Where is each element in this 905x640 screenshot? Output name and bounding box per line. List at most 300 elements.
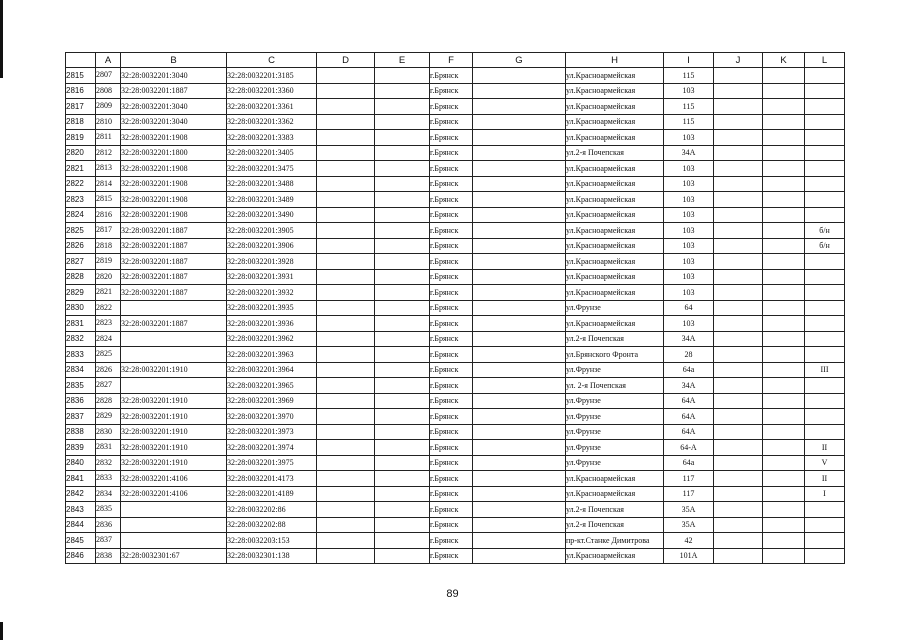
cell-d — [317, 409, 375, 425]
cell-l — [805, 393, 845, 409]
table-row — [66, 393, 845, 409]
cell-h-street: ул.Фрунзе — [566, 409, 664, 425]
cell-h-street: ул.Красноармейская — [566, 83, 664, 99]
cell-h-street: ул.Красноармейская — [566, 114, 664, 130]
cell-a: 2816 — [96, 207, 121, 223]
column-header-k: K — [763, 53, 805, 68]
cell-a: 2826 — [96, 362, 121, 378]
cell-a: 2812 — [96, 145, 121, 161]
cell-l: III — [805, 362, 845, 378]
table-row — [66, 548, 845, 564]
cell-d — [317, 316, 375, 332]
row-number: 2826 — [66, 238, 96, 254]
cell-f-city: г.Брянск — [430, 455, 473, 471]
cell-g — [473, 393, 566, 409]
cell-k — [763, 517, 805, 533]
row-number: 2815 — [66, 68, 96, 84]
cell-d — [317, 378, 375, 394]
cell-b-parcel-number: 32:28:0032201:1887 — [121, 223, 227, 239]
table-row — [66, 285, 845, 301]
cell-a: 2814 — [96, 176, 121, 192]
cell-b-parcel-number: 32:28:0032201:1910 — [121, 440, 227, 456]
table-row — [66, 223, 845, 239]
cell-i-house: 64А — [664, 424, 714, 440]
cell-f-city: г.Брянск — [430, 68, 473, 84]
cell-e — [375, 316, 430, 332]
cell-l — [805, 192, 845, 208]
cell-e — [375, 68, 430, 84]
cell-h-street: ул.Красноармейская — [566, 223, 664, 239]
cell-i-house: 115 — [664, 68, 714, 84]
cell-i-house: 103 — [664, 207, 714, 223]
cell-l: б/н — [805, 223, 845, 239]
cell-k — [763, 285, 805, 301]
cell-k — [763, 192, 805, 208]
cell-c-cadastral-number: 32:28:0032301:138 — [227, 548, 317, 564]
cell-f-city: г.Брянск — [430, 269, 473, 285]
cell-j — [714, 471, 763, 487]
cell-e — [375, 99, 430, 115]
cell-j — [714, 145, 763, 161]
cell-b-parcel-number — [121, 502, 227, 518]
cell-f-city: г.Брянск — [430, 440, 473, 456]
cell-f-city: г.Брянск — [430, 331, 473, 347]
cell-k — [763, 316, 805, 332]
cell-h-street: ул.Фрунзе — [566, 362, 664, 378]
cell-f-city: г.Брянск — [430, 285, 473, 301]
cell-a: 2820 — [96, 269, 121, 285]
cell-g — [473, 145, 566, 161]
cell-j — [714, 331, 763, 347]
cell-b-parcel-number: 32:28:0032201:1910 — [121, 393, 227, 409]
cell-g — [473, 347, 566, 363]
cell-b-parcel-number: 32:28:0032201:1908 — [121, 176, 227, 192]
cell-f-city: г.Брянск — [430, 130, 473, 146]
column-header-row — [66, 53, 845, 68]
column-header-a: A — [96, 53, 121, 68]
cell-a: 2825 — [96, 347, 121, 363]
cell-c-cadastral-number: 32:28:0032201:4189 — [227, 486, 317, 502]
cell-e — [375, 331, 430, 347]
cell-a: 2811 — [96, 130, 121, 146]
cell-i-house: 117 — [664, 486, 714, 502]
cell-a: 2822 — [96, 300, 121, 316]
cell-i-house: 115 — [664, 114, 714, 130]
spreadsheet-table — [65, 52, 845, 564]
cell-g — [473, 176, 566, 192]
cell-a: 2827 — [96, 378, 121, 394]
cell-e — [375, 114, 430, 130]
cell-b-parcel-number: 32:28:0032201:1887 — [121, 254, 227, 270]
cell-h-street: ул.Красноармейская — [566, 285, 664, 301]
cell-b-parcel-number — [121, 347, 227, 363]
cell-a: 2828 — [96, 393, 121, 409]
cell-j — [714, 409, 763, 425]
cell-d — [317, 99, 375, 115]
cell-a: 2813 — [96, 161, 121, 177]
cell-c-cadastral-number: 32:28:0032201:3970 — [227, 409, 317, 425]
cell-f-city: г.Брянск — [430, 471, 473, 487]
cell-k — [763, 331, 805, 347]
table-row — [66, 440, 845, 456]
cell-l: б/н — [805, 238, 845, 254]
cell-i-house: 42 — [664, 533, 714, 549]
cell-h-street: ул.Красноармейская — [566, 238, 664, 254]
cell-a: 2810 — [96, 114, 121, 130]
cell-d — [317, 533, 375, 549]
cell-l: II — [805, 440, 845, 456]
cell-k — [763, 269, 805, 285]
cell-e — [375, 347, 430, 363]
row-number: 2829 — [66, 285, 96, 301]
cell-f-city: г.Брянск — [430, 517, 473, 533]
cell-d — [317, 176, 375, 192]
row-number: 2825 — [66, 223, 96, 239]
cell-k — [763, 471, 805, 487]
cell-j — [714, 238, 763, 254]
cell-a: 2818 — [96, 238, 121, 254]
table-body — [66, 68, 845, 564]
cell-e — [375, 145, 430, 161]
cell-k — [763, 409, 805, 425]
cell-d — [317, 207, 375, 223]
cell-i-house: 101А — [664, 548, 714, 564]
cell-g — [473, 99, 566, 115]
cell-i-house: 103 — [664, 316, 714, 332]
table-row — [66, 471, 845, 487]
cell-j — [714, 161, 763, 177]
cell-a: 2817 — [96, 223, 121, 239]
row-number: 2816 — [66, 83, 96, 99]
cell-i-house: 103 — [664, 161, 714, 177]
cell-g — [473, 207, 566, 223]
cell-g — [473, 300, 566, 316]
cell-b-parcel-number: 32:28:0032201:1800 — [121, 145, 227, 161]
cell-i-house: 64а — [664, 362, 714, 378]
cell-i-house: 28 — [664, 347, 714, 363]
cell-a: 2832 — [96, 455, 121, 471]
cell-j — [714, 300, 763, 316]
table-row — [66, 254, 845, 270]
cell-j — [714, 285, 763, 301]
cell-a: 2831 — [96, 440, 121, 456]
table-row — [66, 114, 845, 130]
cell-l — [805, 548, 845, 564]
cell-a: 2815 — [96, 192, 121, 208]
cell-g — [473, 502, 566, 518]
row-number: 2834 — [66, 362, 96, 378]
cell-l: II — [805, 471, 845, 487]
cell-l: V — [805, 455, 845, 471]
cell-f-city: г.Брянск — [430, 207, 473, 223]
cell-g — [473, 533, 566, 549]
cell-k — [763, 548, 805, 564]
cell-i-house: 34А — [664, 378, 714, 394]
cell-f-city: г.Брянск — [430, 502, 473, 518]
cell-e — [375, 502, 430, 518]
cell-c-cadastral-number: 32:28:0032201:3905 — [227, 223, 317, 239]
cell-h-street: ул.Красноармейская — [566, 471, 664, 487]
cell-k — [763, 68, 805, 84]
cell-j — [714, 502, 763, 518]
column-header-e: E — [375, 53, 430, 68]
cell-a: 2824 — [96, 331, 121, 347]
cell-k — [763, 378, 805, 394]
cell-c-cadastral-number: 32:28:0032201:3488 — [227, 176, 317, 192]
table-row — [66, 192, 845, 208]
row-number: 2828 — [66, 269, 96, 285]
cell-b-parcel-number — [121, 331, 227, 347]
column-header-j: J — [714, 53, 763, 68]
cell-g — [473, 378, 566, 394]
cell-l — [805, 347, 845, 363]
cell-d — [317, 393, 375, 409]
row-number: 2833 — [66, 347, 96, 363]
cell-c-cadastral-number: 32:28:0032201:4173 — [227, 471, 317, 487]
cell-c-cadastral-number: 32:28:0032201:3405 — [227, 145, 317, 161]
cell-j — [714, 455, 763, 471]
cell-g — [473, 285, 566, 301]
cell-c-cadastral-number: 32:28:0032201:3975 — [227, 455, 317, 471]
cell-e — [375, 161, 430, 177]
cell-c-cadastral-number: 32:28:0032201:3973 — [227, 424, 317, 440]
cell-j — [714, 269, 763, 285]
cell-f-city: г.Брянск — [430, 486, 473, 502]
row-number: 2839 — [66, 440, 96, 456]
cell-j — [714, 207, 763, 223]
cell-h-street: ул.Брянского Фронта — [566, 347, 664, 363]
cell-e — [375, 254, 430, 270]
cell-j — [714, 192, 763, 208]
cell-f-city: г.Брянск — [430, 99, 473, 115]
cell-i-house: 103 — [664, 83, 714, 99]
cell-h-street: ул.Фрунзе — [566, 424, 664, 440]
cell-d — [317, 502, 375, 518]
cell-d — [317, 285, 375, 301]
cell-d — [317, 440, 375, 456]
cell-f-city: г.Брянск — [430, 254, 473, 270]
cell-e — [375, 440, 430, 456]
page-number: 89 — [446, 588, 459, 600]
row-number: 2819 — [66, 130, 96, 146]
cell-e — [375, 223, 430, 239]
cell-l — [805, 409, 845, 425]
cell-j — [714, 393, 763, 409]
cell-a: 2834 — [96, 486, 121, 502]
row-number: 2820 — [66, 145, 96, 161]
table-row — [66, 517, 845, 533]
cell-h-street: ул.Красноармейская — [566, 548, 664, 564]
cell-f-city: г.Брянск — [430, 347, 473, 363]
cell-b-parcel-number — [121, 300, 227, 316]
column-header-g: G — [473, 53, 566, 68]
cell-d — [317, 114, 375, 130]
cell-e — [375, 471, 430, 487]
cell-e — [375, 192, 430, 208]
cell-b-parcel-number: 32:28:0032201:3040 — [121, 68, 227, 84]
cell-b-parcel-number: 32:28:0032201:4106 — [121, 471, 227, 487]
cell-i-house: 34А — [664, 331, 714, 347]
cell-g — [473, 316, 566, 332]
column-header-f: F — [430, 53, 473, 68]
cell-i-house: 35А — [664, 517, 714, 533]
cell-k — [763, 207, 805, 223]
row-number: 2823 — [66, 192, 96, 208]
cell-h-street: ул.Красноармейская — [566, 99, 664, 115]
cell-l — [805, 161, 845, 177]
cell-b-parcel-number: 32:28:0032301:67 — [121, 548, 227, 564]
cell-d — [317, 362, 375, 378]
cell-e — [375, 517, 430, 533]
cell-c-cadastral-number: 32:28:0032201:3969 — [227, 393, 317, 409]
cell-l — [805, 331, 845, 347]
table-row — [66, 316, 845, 332]
cell-g — [473, 83, 566, 99]
cell-h-street: ул.Красноармейская — [566, 316, 664, 332]
cell-l — [805, 176, 845, 192]
cell-k — [763, 161, 805, 177]
row-number: 2818 — [66, 114, 96, 130]
cell-i-house: 103 — [664, 176, 714, 192]
cell-d — [317, 238, 375, 254]
cell-j — [714, 440, 763, 456]
cell-h-street: ул.2-я Почепская — [566, 502, 664, 518]
cell-b-parcel-number: 32:28:0032201:1887 — [121, 238, 227, 254]
table-row — [66, 362, 845, 378]
cell-l — [805, 254, 845, 270]
cell-i-house: 117 — [664, 471, 714, 487]
cell-k — [763, 455, 805, 471]
cell-k — [763, 347, 805, 363]
cell-l — [805, 316, 845, 332]
cell-k — [763, 254, 805, 270]
table-row — [66, 455, 845, 471]
cell-h-street: ул. 2-я Почепская — [566, 378, 664, 394]
cell-b-parcel-number: 32:28:0032201:1908 — [121, 130, 227, 146]
table-row — [66, 409, 845, 425]
cell-g — [473, 331, 566, 347]
cell-e — [375, 130, 430, 146]
cell-k — [763, 393, 805, 409]
cell-c-cadastral-number: 32:28:0032201:3932 — [227, 285, 317, 301]
cell-a: 2819 — [96, 254, 121, 270]
cell-h-street: ул.Фрунзе — [566, 455, 664, 471]
cell-k — [763, 486, 805, 502]
cell-a: 2830 — [96, 424, 121, 440]
cell-l — [805, 424, 845, 440]
left-edge-mark — [0, 0, 3, 78]
cell-e — [375, 207, 430, 223]
cell-b-parcel-number: 32:28:0032201:1887 — [121, 285, 227, 301]
cell-f-city: г.Брянск — [430, 409, 473, 425]
cell-e — [375, 300, 430, 316]
cell-d — [317, 192, 375, 208]
cell-b-parcel-number — [121, 533, 227, 549]
cell-f-city: г.Брянск — [430, 424, 473, 440]
cell-d — [317, 269, 375, 285]
cell-c-cadastral-number: 32:28:0032201:3963 — [227, 347, 317, 363]
cell-l: I — [805, 486, 845, 502]
column-header-b: B — [121, 53, 227, 68]
table-row — [66, 424, 845, 440]
cell-k — [763, 176, 805, 192]
cell-h-street: ул.Красноармейская — [566, 207, 664, 223]
cell-f-city: г.Брянск — [430, 378, 473, 394]
cell-d — [317, 161, 375, 177]
cell-l — [805, 145, 845, 161]
cell-k — [763, 83, 805, 99]
cell-k — [763, 99, 805, 115]
cell-a: 2837 — [96, 533, 121, 549]
row-number: 2821 — [66, 161, 96, 177]
cell-l — [805, 114, 845, 130]
cell-d — [317, 68, 375, 84]
cell-c-cadastral-number: 32:28:0032201:3383 — [227, 130, 317, 146]
cell-d — [317, 347, 375, 363]
table-row — [66, 68, 845, 84]
cell-g — [473, 424, 566, 440]
cell-f-city: г.Брянск — [430, 316, 473, 332]
cell-c-cadastral-number: 32:28:0032201:3489 — [227, 192, 317, 208]
cell-j — [714, 223, 763, 239]
cell-l — [805, 285, 845, 301]
cell-d — [317, 145, 375, 161]
cell-j — [714, 316, 763, 332]
cell-l — [805, 502, 845, 518]
cell-h-street: ул.2-я Почепская — [566, 517, 664, 533]
cell-g — [473, 409, 566, 425]
table-row — [66, 176, 845, 192]
cell-a: 2838 — [96, 548, 121, 564]
cell-b-parcel-number: 32:28:0032201:3040 — [121, 114, 227, 130]
cell-j — [714, 99, 763, 115]
cell-e — [375, 533, 430, 549]
cell-i-house: 103 — [664, 130, 714, 146]
cell-d — [317, 254, 375, 270]
cell-j — [714, 347, 763, 363]
cell-j — [714, 176, 763, 192]
cell-k — [763, 145, 805, 161]
cell-i-house: 64А — [664, 393, 714, 409]
cell-i-house: 64а — [664, 455, 714, 471]
row-number: 2845 — [66, 533, 96, 549]
cell-k — [763, 223, 805, 239]
cell-f-city: г.Брянск — [430, 548, 473, 564]
cell-d — [317, 548, 375, 564]
cell-j — [714, 486, 763, 502]
cell-b-parcel-number: 32:28:0032201:1908 — [121, 192, 227, 208]
cell-g — [473, 223, 566, 239]
cell-h-street: пр-кт.Станке Димитрова — [566, 533, 664, 549]
cell-b-parcel-number: 32:28:0032201:1887 — [121, 83, 227, 99]
cell-f-city: г.Брянск — [430, 300, 473, 316]
cell-b-parcel-number: 32:28:0032201:1908 — [121, 161, 227, 177]
cell-e — [375, 424, 430, 440]
table-row — [66, 83, 845, 99]
cell-k — [763, 114, 805, 130]
cell-j — [714, 517, 763, 533]
cell-g — [473, 362, 566, 378]
cell-h-street: ул.Красноармейская — [566, 176, 664, 192]
corner-cell — [66, 53, 96, 68]
cell-f-city: г.Брянск — [430, 192, 473, 208]
cell-f-city: г.Брянск — [430, 161, 473, 177]
cell-g — [473, 238, 566, 254]
cell-i-house: 64-А — [664, 440, 714, 456]
table-row — [66, 378, 845, 394]
cell-j — [714, 83, 763, 99]
cell-e — [375, 393, 430, 409]
